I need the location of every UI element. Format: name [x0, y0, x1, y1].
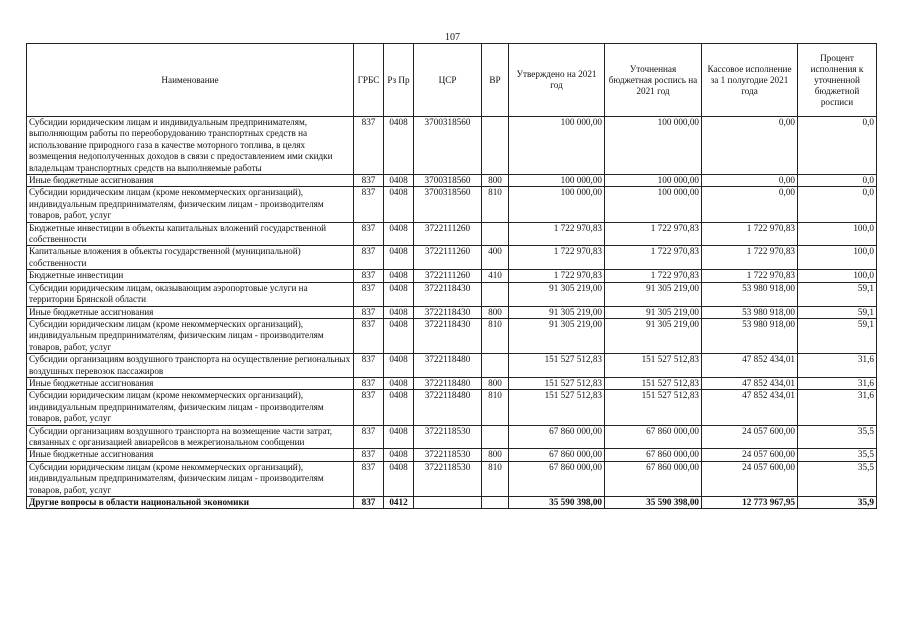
cell-cash: 24 057 600,00	[702, 449, 798, 461]
cell-rzpr: 0408	[384, 222, 414, 246]
cell-name: Субсидии юридическим лицам (кроме некоммерческих организаций), индивидуальным предпринимателям, физическим лицам - производителям товаров, работ, услуг	[27, 461, 354, 496]
cell-cash: 24 057 600,00	[702, 461, 798, 496]
cell-grbs: 837	[354, 270, 384, 282]
cell-cash: 53 980 918,00	[702, 318, 798, 353]
cell-rzpr: 0408	[384, 449, 414, 461]
cell-cash: 53 980 918,00	[702, 282, 798, 306]
cell-rzpr: 0408	[384, 390, 414, 425]
cell-refined: 1 722 970,83	[605, 246, 702, 270]
cell-name: Капитальные вложения в объекты государственной (муниципальной) собственности	[27, 246, 354, 270]
header-row	[27, 44, 877, 117]
cell-refined: 100 000,00	[605, 175, 702, 187]
table-row	[27, 449, 877, 461]
cell-grbs: 837	[354, 175, 384, 187]
cell-vr: 410	[482, 270, 509, 282]
cell-percent: 31,6	[798, 354, 877, 378]
cell-name: Субсидии юридическим лицам, оказывающим аэропортовые услуги на территории Брянской области	[27, 282, 354, 306]
cell-vr: 800	[482, 175, 509, 187]
cell-rzpr: 0408	[384, 117, 414, 175]
cell-refined: 67 860 000,00	[605, 425, 702, 449]
cell-rzpr: 0408	[384, 282, 414, 306]
cell-rzpr: 0408	[384, 318, 414, 353]
cell-percent: 59,1	[798, 318, 877, 353]
cell-rzpr: 0408	[384, 354, 414, 378]
table-row	[27, 390, 877, 425]
header-rzpr: Рз Пр	[384, 44, 414, 117]
cell-cash: 0,00	[702, 187, 798, 222]
cell-percent: 35,9	[798, 497, 877, 509]
cell-vr: 400	[482, 246, 509, 270]
cell-approved: 35 590 398,00	[509, 497, 605, 509]
table-row	[27, 497, 877, 509]
cell-cash: 1 722 970,83	[702, 246, 798, 270]
table-row	[27, 175, 877, 187]
cell-vr: 800	[482, 306, 509, 318]
cell-csr	[414, 497, 482, 509]
cell-vr: 810	[482, 461, 509, 496]
table-row	[27, 117, 877, 175]
cell-refined: 35 590 398,00	[605, 497, 702, 509]
cell-percent: 31,6	[798, 377, 877, 389]
cell-name: Другие вопросы в области национальной экономики	[27, 497, 354, 509]
cell-percent: 35,5	[798, 449, 877, 461]
cell-refined: 91 305 219,00	[605, 282, 702, 306]
table-row	[27, 270, 877, 282]
cell-vr	[482, 497, 509, 509]
cell-percent: 59,1	[798, 306, 877, 318]
table-row	[27, 246, 877, 270]
cell-refined: 151 527 512,83	[605, 377, 702, 389]
cell-csr: 3722111260	[414, 270, 482, 282]
cell-name: Бюджетные инвестиции	[27, 270, 354, 282]
cell-cash: 1 722 970,83	[702, 270, 798, 282]
cell-grbs: 837	[354, 390, 384, 425]
cell-vr	[482, 354, 509, 378]
cell-rzpr: 0412	[384, 497, 414, 509]
cell-vr: 800	[482, 377, 509, 389]
cell-rzpr: 0408	[384, 306, 414, 318]
cell-approved: 91 305 219,00	[509, 306, 605, 318]
cell-grbs: 837	[354, 117, 384, 175]
cell-vr: 810	[482, 187, 509, 222]
cell-cash: 0,00	[702, 117, 798, 175]
table-row	[27, 318, 877, 353]
cell-rzpr: 0408	[384, 246, 414, 270]
cell-grbs: 837	[354, 497, 384, 509]
cell-approved: 1 722 970,83	[509, 270, 605, 282]
header-refined: Уточненная бюджетная роспись на 2021 год	[605, 44, 702, 117]
cell-csr: 3700318560	[414, 175, 482, 187]
cell-grbs: 837	[354, 246, 384, 270]
cell-grbs: 837	[354, 187, 384, 222]
cell-grbs: 837	[354, 461, 384, 496]
cell-csr: 3722118530	[414, 461, 482, 496]
cell-csr: 3722118430	[414, 306, 482, 318]
cell-name: Субсидии юридическим лицам (кроме некоммерческих организаций), индивидуальным предпринимателям, физическим лицам - производителям товаров, работ, услуг	[27, 318, 354, 353]
cell-refined: 91 305 219,00	[605, 306, 702, 318]
cell-name: Субсидии организациям воздушного транспорта на осуществление региональных воздушных перевозок пассажиров	[27, 354, 354, 378]
cell-grbs: 837	[354, 318, 384, 353]
cell-cash: 47 852 434,01	[702, 377, 798, 389]
cell-cash: 53 980 918,00	[702, 306, 798, 318]
page-number: 107	[445, 32, 460, 43]
cell-percent: 100,0	[798, 246, 877, 270]
cell-approved: 91 305 219,00	[509, 318, 605, 353]
cell-rzpr: 0408	[384, 270, 414, 282]
cell-cash: 24 057 600,00	[702, 425, 798, 449]
cell-name: Иные бюджетные ассигнования	[27, 306, 354, 318]
cell-vr: 810	[482, 390, 509, 425]
cell-grbs: 837	[354, 377, 384, 389]
cell-refined: 100 000,00	[605, 117, 702, 175]
cell-csr: 3722118480	[414, 377, 482, 389]
header-name: Наименование	[27, 44, 354, 117]
cell-refined: 100 000,00	[605, 187, 702, 222]
cell-percent: 100,0	[798, 222, 877, 246]
header-grbs: ГРБС	[354, 44, 384, 117]
table-row	[27, 222, 877, 246]
cell-rzpr: 0408	[384, 187, 414, 222]
header-approved: Утверждено на 2021 год	[509, 44, 605, 117]
table-row	[27, 306, 877, 318]
cell-csr: 3700318560	[414, 187, 482, 222]
cell-csr: 3722118430	[414, 282, 482, 306]
cell-name: Иные бюджетные ассигнования	[27, 175, 354, 187]
cell-approved: 151 527 512,83	[509, 390, 605, 425]
cell-approved: 67 860 000,00	[509, 449, 605, 461]
cell-rzpr: 0408	[384, 461, 414, 496]
cell-grbs: 837	[354, 449, 384, 461]
cell-approved: 100 000,00	[509, 187, 605, 222]
header-vr: ВР	[482, 44, 509, 117]
cell-grbs: 837	[354, 306, 384, 318]
cell-refined: 1 722 970,83	[605, 270, 702, 282]
header-cash: Кассовое исполнение за 1 полугодие 2021 года	[702, 44, 798, 117]
cell-refined: 151 527 512,83	[605, 354, 702, 378]
cell-cash: 1 722 970,83	[702, 222, 798, 246]
cell-csr: 3722118480	[414, 354, 482, 378]
cell-rzpr: 0408	[384, 377, 414, 389]
cell-vr	[482, 425, 509, 449]
cell-percent: 0,0	[798, 187, 877, 222]
cell-percent: 35,5	[798, 461, 877, 496]
table-row	[27, 354, 877, 378]
cell-name: Субсидии юридическим лицам (кроме некоммерческих организаций), индивидуальным предпринимателям, физическим лицам - производителям товаров, работ, услуг	[27, 187, 354, 222]
table-row	[27, 282, 877, 306]
cell-csr: 3722118480	[414, 390, 482, 425]
cell-percent: 0,0	[798, 175, 877, 187]
cell-refined: 67 860 000,00	[605, 449, 702, 461]
header-csr: ЦСР	[414, 44, 482, 117]
cell-cash: 0,00	[702, 175, 798, 187]
cell-percent: 0,0	[798, 117, 877, 175]
cell-grbs: 837	[354, 282, 384, 306]
cell-vr	[482, 117, 509, 175]
budget-table	[26, 43, 877, 509]
cell-cash: 47 852 434,01	[702, 354, 798, 378]
header-percent: Процент исполнения к уточненной бюджетной росписи	[798, 44, 877, 117]
cell-grbs: 837	[354, 425, 384, 449]
table-row	[27, 187, 877, 222]
cell-csr: 3722118530	[414, 449, 482, 461]
cell-vr	[482, 282, 509, 306]
cell-rzpr: 0408	[384, 175, 414, 187]
cell-refined: 91 305 219,00	[605, 318, 702, 353]
cell-vr: 800	[482, 449, 509, 461]
cell-approved: 67 860 000,00	[509, 425, 605, 449]
cell-name: Субсидии юридическим лицам и индивидуальным предпринимателям, выполняющим работы по переоборудованию транспортных средств на использование природного газа в качестве моторного топлива, в целях возмещения недополученных доходов в связи с предоставлением ими скидки владельцам транспортных средств на выполняемые работы	[27, 117, 354, 175]
cell-name: Субсидии организациям воздушного транспорта на возмещение части затрат, связанных с организацией авиарейсов в межрегиональном сообщении	[27, 425, 354, 449]
cell-percent: 35,5	[798, 425, 877, 449]
cell-percent: 59,1	[798, 282, 877, 306]
cell-csr: 3722111260	[414, 222, 482, 246]
cell-approved: 1 722 970,83	[509, 222, 605, 246]
cell-cash: 47 852 434,01	[702, 390, 798, 425]
cell-grbs: 837	[354, 354, 384, 378]
cell-approved: 100 000,00	[509, 117, 605, 175]
table-body	[27, 117, 877, 509]
cell-rzpr: 0408	[384, 425, 414, 449]
cell-csr: 3722118430	[414, 318, 482, 353]
cell-refined: 1 722 970,83	[605, 222, 702, 246]
cell-vr	[482, 222, 509, 246]
cell-csr: 3700318560	[414, 117, 482, 175]
cell-name: Бюджетные инвестиции в объекты капитальных вложений государственной собственности	[27, 222, 354, 246]
table-row	[27, 377, 877, 389]
cell-cash: 12 773 967,95	[702, 497, 798, 509]
cell-approved: 1 722 970,83	[509, 246, 605, 270]
cell-percent: 31,6	[798, 390, 877, 425]
cell-approved: 67 860 000,00	[509, 461, 605, 496]
cell-csr: 3722111260	[414, 246, 482, 270]
cell-approved: 91 305 219,00	[509, 282, 605, 306]
cell-name: Субсидии юридическим лицам (кроме некоммерческих организаций), индивидуальным предпринимателям, физическим лицам - производителям товаров, работ, услуг	[27, 390, 354, 425]
cell-refined: 67 860 000,00	[605, 461, 702, 496]
cell-percent: 100,0	[798, 270, 877, 282]
table-row	[27, 461, 877, 496]
cell-refined: 151 527 512,83	[605, 390, 702, 425]
cell-name: Иные бюджетные ассигнования	[27, 377, 354, 389]
cell-approved: 100 000,00	[509, 175, 605, 187]
cell-name: Иные бюджетные ассигнования	[27, 449, 354, 461]
cell-vr: 810	[482, 318, 509, 353]
cell-approved: 151 527 512,83	[509, 377, 605, 389]
table-row	[27, 425, 877, 449]
cell-grbs: 837	[354, 222, 384, 246]
cell-approved: 151 527 512,83	[509, 354, 605, 378]
cell-csr: 3722118530	[414, 425, 482, 449]
